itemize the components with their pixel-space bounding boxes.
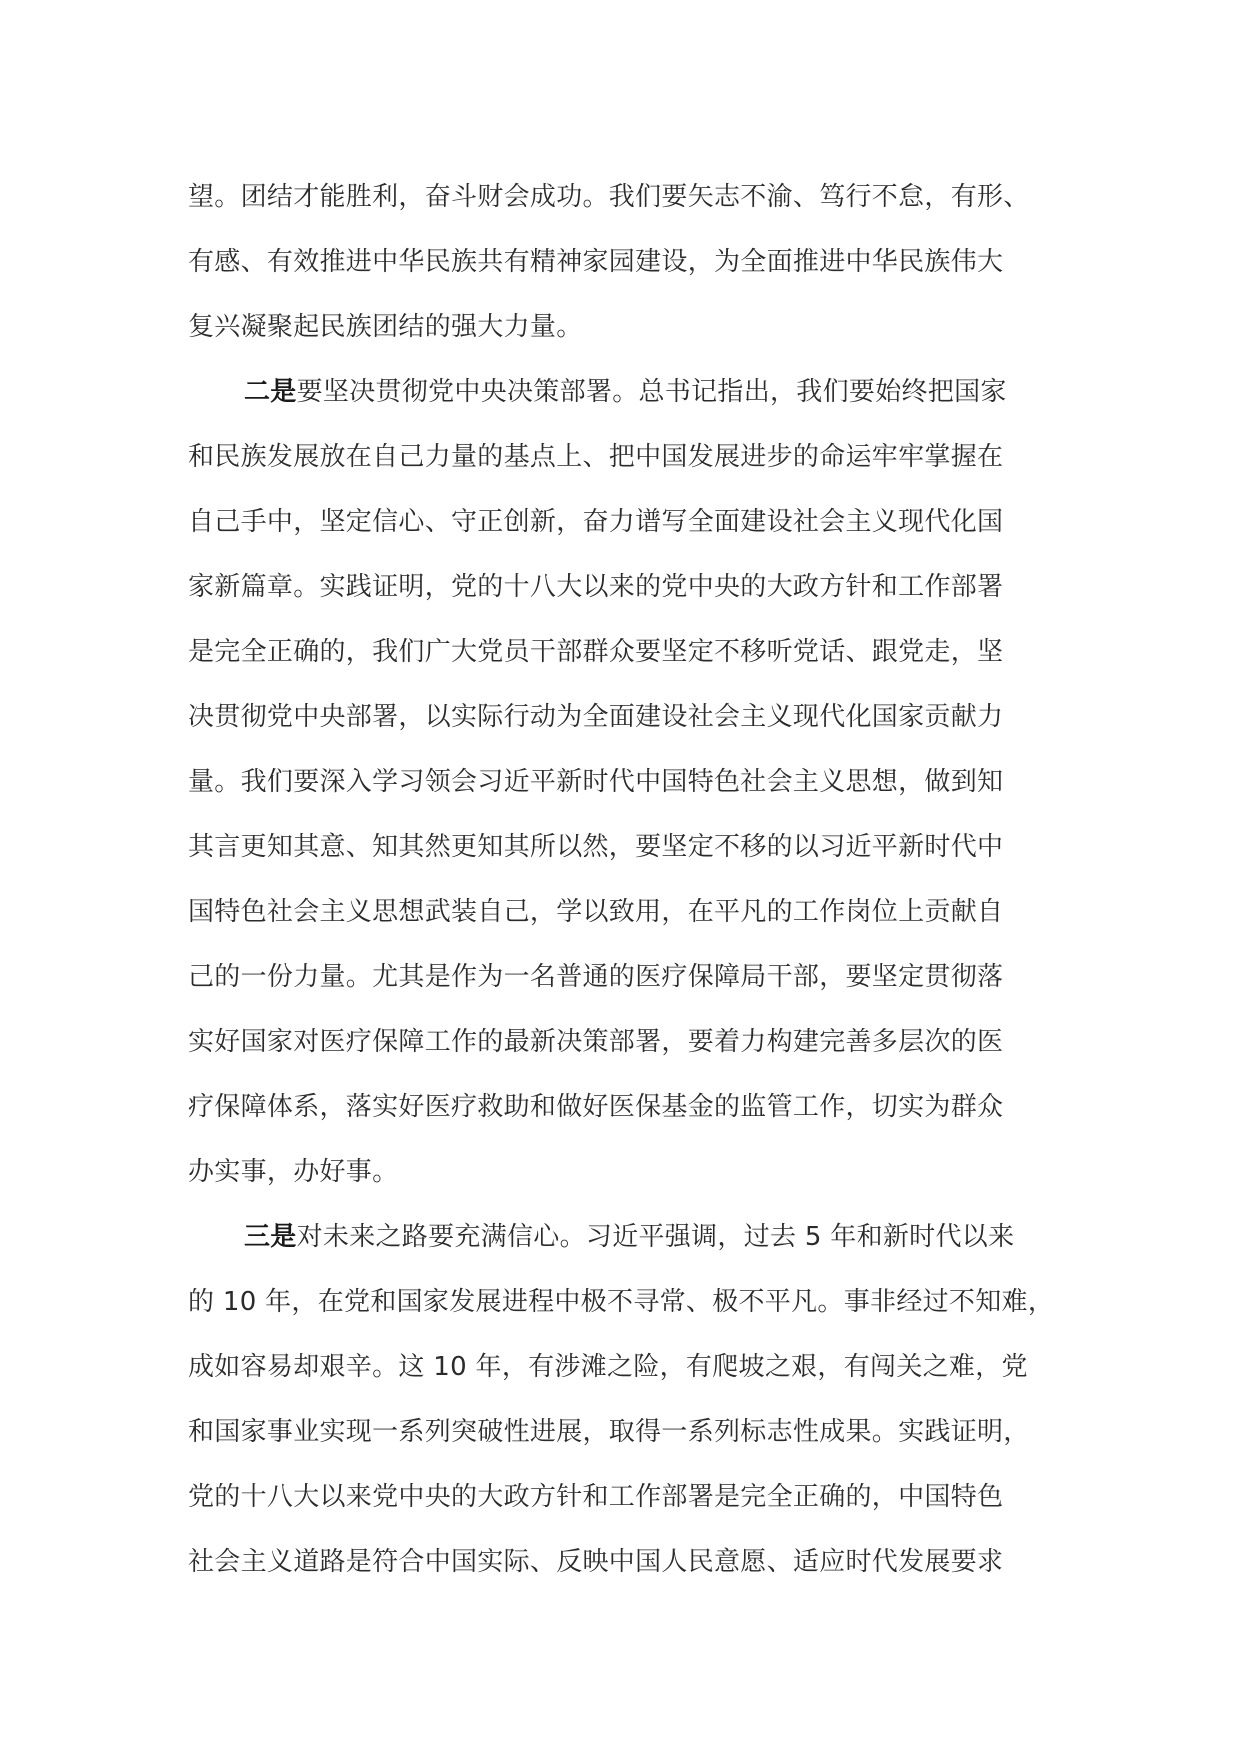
paragraph-3 [188,1205,1068,1595]
text-line: 的 10 年，在党和国家发展进程中极不寻常、极不平凡。事非经过不知难， [188,1287,1055,1317]
text-line: 家新篇章。实践证明，党的十八大以来的党中央的大政方针和工作部署 [188,572,1004,602]
text-line: 国特色社会主义思想武装自己，学以致用，在平凡的工作岗位上贡献自 [188,897,1004,927]
text-line-rest: 要坚决贯彻党中央决策部署。总书记指出，我们要始终把国家 [296,377,1007,407]
text-line: 己的一份力量。尤其是作为一名普通的医疗保障局干部，要坚定贯彻落 [188,962,1004,992]
text-line: 决贯彻党中央部署，以实际行动为全面建设社会主义现代化国家贡献力 [188,702,1004,732]
text-line: 实好国家对医疗保障工作的最新决策部署，要着力构建完善多层次的医 [188,1027,1004,1057]
text-line: 和国家事业实现一系列突破性进展，取得一系列标志性成果。实践证明， [188,1417,1030,1447]
text-line-first [188,1205,1068,1270]
text-line: 办实事，办好事。 [188,1157,399,1187]
text-line-rest: 对未来之路要充满信心。习近平强调，过去 5 年和新时代以来 [296,1222,1015,1252]
paragraph-lead: 三是 [244,1222,297,1252]
body-text [188,165,1068,1595]
text-line: 党的十八大以来党中央的大政方针和工作部署是完全正确的，中国特色 [188,1482,1004,1512]
text-line: 望。团结才能胜利，奋斗财会成功。我们要矢志不渝、笃行不怠，有形、 [188,182,1030,212]
text-line: 有感、有效推进中华民族共有精神家园建设，为全面推进中华民族伟大 [188,247,1004,277]
text-line: 和民族发展放在自己力量的基点上、把中国发展进步的命运牢牢掌握在 [188,442,1004,472]
text-line: 复兴凝聚起民族团结的强大力量。 [188,312,583,342]
paragraph-1 [188,165,1068,360]
text-line: 社会主义道路是符合中国实际、反映中国人民意愿、适应时代发展要求 [188,1547,1004,1577]
paragraph-lead: 二是 [244,377,297,407]
paragraph-2 [188,360,1068,1205]
text-line: 其言更知其意、知其然更知其所以然，要坚定不移的以习近平新时代中 [188,832,1004,862]
text-line: 自己手中，坚定信心、守正创新，奋力谱写全面建设社会主义现代化国 [188,507,1004,537]
text-line-first [188,360,1068,425]
text-line: 是完全正确的，我们广大党员干部群众要坚定不移听党话、跟党走，坚 [188,637,1004,667]
text-line: 成如容易却艰辛。这 10 年，有涉滩之险，有爬坡之艰，有闯关之难，党 [188,1352,1028,1382]
text-line: 量。我们要深入学习领会习近平新时代中国特色社会主义思想，做到知 [188,767,1004,797]
text-line: 疗保障体系，落实好医疗救助和做好医保基金的监管工作，切实为群众 [188,1092,1004,1122]
